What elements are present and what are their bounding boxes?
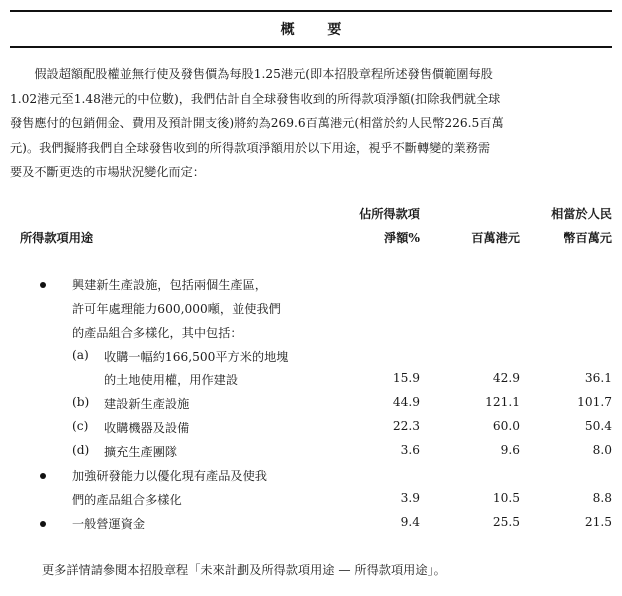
item2-hkd: 10.5 [492,491,520,505]
intro-line: 1.02港元至1.48港元的中位數)，我們估計自全球發售收到的所得款項淨額(扣除我們就全球 [10,91,501,106]
sub-d-hkd: 9.6 [500,443,520,457]
header-pct-line2: 淨額% [384,231,420,245]
header-pct-line1: 佔所得款項 [359,207,420,221]
sub-a-label: 的土地使用權，用作建設 [104,373,239,387]
sub-d-label: 擴充生產團隊 [104,445,178,459]
sub-c-rmb: 50.4 [584,419,612,433]
item2-line: 加強研發能力以優化現有產品及使我 [72,469,267,483]
header-use: 所得款項用途 [20,231,94,245]
bullet-icon [40,282,46,288]
item2-rmb: 8.8 [592,491,612,505]
header-rmb-line2: 幣百萬元 [563,231,612,245]
header-rmb-line1: 相當於人民 [551,207,612,221]
intro-line: 元)。我們擬將我們自全球發售收到的所得款項淨額用於以下用途，視乎不斷轉變的業務需 [10,140,491,155]
sub-d-marker: (d) [72,443,90,457]
sub-c-pct: 22.3 [392,419,420,433]
sub-b-label: 建設新生產設施 [104,397,190,411]
item1-line: 興建新生產設施，包括兩個生產區， [72,278,267,292]
footnote: 更多詳情請參閱本招股章程「未來計劃及所得款項用途 — 所得款項用途」。 [42,563,446,577]
intro-line: 發售應付的包銷佣金、費用及預計開支後)將約為269.6百萬港元(相當於約人民幣226.5百萬 [10,116,504,130]
item1-line: 的產品組合多樣化，其中包括： [72,326,243,340]
sub-a-hkd: 42.9 [492,371,520,385]
item3-pct: 9.4 [400,515,420,529]
item1-line: 許可年處理能力600,000噸，並使我們 [72,302,281,316]
sub-a-pct: 15.9 [392,371,420,385]
intro-line: 要及不斷更迭的市場狀況變化而定： [10,165,205,179]
sub-a-marker: (a) [72,348,89,362]
sub-d-pct: 3.6 [400,443,420,457]
section-title: 概 要 [280,22,356,38]
sub-c-marker: (c) [72,419,89,433]
sub-b-marker: (b) [72,395,90,409]
sub-a-rmb: 36.1 [584,371,612,385]
item3-label: 一般營運資金 [72,517,146,531]
bullet-icon [40,521,46,527]
sub-c-label: 收購機器及設備 [104,421,190,435]
sub-a-label: 收購一幅約166,500平方米的地塊 [104,350,289,364]
sub-d-rmb: 8.0 [592,443,612,457]
sub-b-pct: 44.9 [392,395,420,409]
header-hkd: 百萬港元 [471,231,520,245]
item3-rmb: 21.5 [584,515,612,529]
item2-line: 們的產品組合多樣化 [72,493,182,507]
intro-line: 假設超額配股權並無行使及發售價為每股1.25港元(即本招股章程所述發售價範圍每股 [10,67,493,81]
sub-c-hkd: 60.0 [492,419,520,433]
item2-pct: 3.9 [400,491,420,505]
intro-paragraph [10,62,612,185]
sub-b-rmb: 101.7 [577,395,612,409]
item3-hkd: 25.5 [492,515,520,529]
bullet-icon [40,473,46,479]
section-header [10,10,612,48]
sub-b-hkd: 121.1 [485,395,520,409]
